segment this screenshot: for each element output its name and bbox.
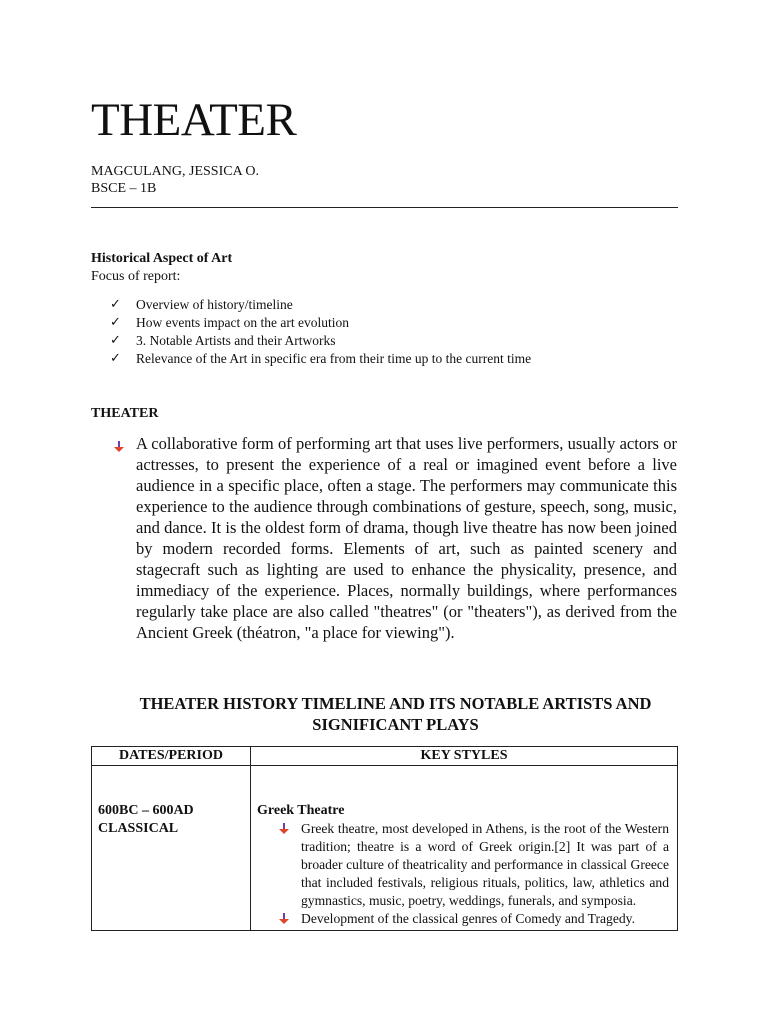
horizontal-divider: [91, 207, 678, 208]
timeline-table: [91, 746, 678, 931]
period-cell: [92, 766, 251, 931]
column-header-styles: KEY STYLES: [251, 747, 678, 766]
checklist-item: [110, 332, 531, 350]
arrow-down-bullet-icon: [114, 441, 124, 453]
checklist-item-label: Overview of history/timeline: [136, 297, 293, 312]
style-point-text: Greek theatre, most developed in Athens, is the root of the Western tradition; theatre is a word of Greek origin.[2] It was part of a broader culture of theatricality and performance in classical Greece that included festivals, religious rituals, politics, law, athletics and gymnastics, music, poetry, weddings, funerals, and symposia.: [301, 821, 669, 908]
theater-definition: A collaborative form of performing art that uses live performers, usually actors or actresses, to present the experience of a real or imagined event before a live audience in a specific place, often a stage. The performers may communicate this experience to the audience through combinations of gesture, speech, song, music, and dance. It is the oldest form of drama, though live theatre has now been joined by modern recorded forms. Elements of art, such as painted scenery and stagecraft such as lighting are used to enhance the physicality, presence, and immediacy of the experience. Places, normally buildings, where performances regularly take place are also called "theatres" (or "theaters"), as derived from the Ancient Greek (théatron, "a place for viewing").: [136, 434, 677, 642]
checklist-item-label: Relevance of the Art in specific era from their time up to the current time: [136, 351, 532, 366]
checklist-item-label: 3. Notable Artists and their Artworks: [136, 333, 336, 348]
focus-label: Focus of report:: [91, 269, 181, 284]
timeline-title: THEATER HISTORY TIMELINE AND ITS NOTABLE ARTISTS AND SIGNIFICANT PLAYS: [139, 694, 652, 734]
checklist-item: [110, 296, 531, 314]
style-points: [257, 820, 669, 928]
document-title: THEATER: [91, 94, 297, 146]
table-row: [92, 766, 678, 931]
period-era: CLASSICAL: [98, 821, 179, 836]
arrow-down-bullet-icon: [279, 913, 289, 925]
period-dates: 600BC – 600AD: [98, 803, 194, 818]
focus-checklist: [110, 296, 531, 368]
class-section: BSCE – 1B: [91, 181, 157, 196]
column-header-period: DATES/PERIOD: [92, 747, 251, 766]
style-point: [257, 910, 669, 928]
checklist-item: [110, 314, 531, 332]
style-point: [257, 820, 669, 910]
table-header-row: [92, 747, 678, 766]
author-name: MAGCULANG, JESSICA O.: [91, 164, 260, 179]
theater-section-heading: THEATER: [91, 406, 159, 421]
checklist-item: [110, 350, 531, 368]
arrow-down-bullet-icon: [279, 823, 289, 835]
historical-aspect-heading: Historical Aspect of Art: [91, 251, 233, 266]
check-mark-icon: ✓: [110, 351, 121, 366]
check-mark-icon: ✓: [110, 297, 121, 312]
style-point-text: Development of the classical genres of Comedy and Tragedy.: [301, 911, 635, 926]
style-name: Greek Theatre: [257, 803, 345, 818]
styles-cell: [251, 766, 678, 931]
check-mark-icon: ✓: [110, 333, 121, 348]
author-block: [91, 163, 259, 197]
check-mark-icon: ✓: [110, 315, 121, 330]
checklist-item-label: How events impact on the art evolution: [136, 315, 349, 330]
